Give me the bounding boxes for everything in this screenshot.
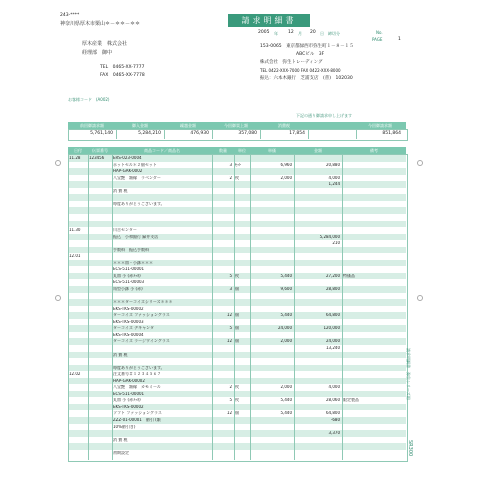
row-40-amount: -680	[330, 418, 340, 422]
invoice-sheet	[56, 8, 418, 474]
row-27-name: EKS-TKS-00004	[113, 332, 144, 337]
row-35-name: 八宝艶 額縁 カモミール	[113, 385, 161, 390]
row-30-name: 消 費 税	[113, 352, 128, 357]
row-3-price: 2,000	[280, 175, 292, 180]
row-1-unit: ｾｯﾄ	[235, 162, 241, 167]
summary-value-1: 5,284,210	[138, 130, 161, 136]
row-18-note: 特価品	[343, 273, 355, 278]
row-37-note: 限定製品	[343, 398, 359, 403]
summary-value-2: 476,930	[190, 130, 209, 136]
row-2-name: HAP-GAK-0002	[113, 169, 143, 174]
date-day-unit: 日	[320, 31, 324, 36]
sender-bank: 振込：六本木銀行 芝浦支店 (普) 102030	[260, 76, 353, 81]
row-41-name: 10%値引き)	[113, 424, 136, 429]
row-24-price: 5,440	[280, 313, 292, 318]
row-35-price: 2,000	[280, 385, 292, 390]
row-12-amount: 5,284,000	[319, 234, 340, 239]
row-28-qty: 12	[226, 339, 232, 344]
row-11-name: 川合センター	[113, 228, 137, 233]
sender-line2: ABCビル 3F	[296, 52, 325, 57]
row-45-name: 初期設定	[113, 450, 129, 455]
row-1-price: 6,960	[280, 162, 292, 167]
row-0-date: 11.28	[69, 156, 81, 160]
row-23-name: EKS-TKS-00002	[113, 306, 144, 311]
row-37-amount: 28,060	[326, 398, 340, 403]
row-28-price: 2,000	[280, 339, 292, 344]
row-39-unit: 個	[235, 411, 239, 416]
column-header-3: 数量	[219, 147, 227, 153]
row-35-qty: 2	[229, 385, 232, 390]
summary-header-1: 御入金額	[132, 122, 148, 128]
date-month: 12	[288, 30, 294, 35]
row-37-name: 丸皿 小 (赤ﾒｯｷ)	[113, 398, 141, 403]
row-0-name: ERS-023-0004	[113, 156, 142, 160]
document-title: 請求明細書	[228, 14, 310, 27]
recipient-dept: 経理部 御中	[82, 50, 113, 56]
row-24-amount: 64,800	[326, 313, 340, 318]
row-39-name: ソフト ファッショングラス	[113, 411, 162, 416]
row-26-name: ターコイズ デキャンタ	[113, 326, 154, 331]
punch-hole-left-top	[55, 160, 61, 166]
row-28-unit: 個	[235, 339, 239, 344]
column-header-1: 伝票番号	[92, 147, 108, 153]
row-15-date: 12.01	[69, 254, 81, 259]
row-14-name: 手数料 振込手数料	[113, 247, 149, 252]
row-26-unit: 個	[235, 326, 239, 331]
row-22-name: ＊＊＊ターコイズシリーズ＊＊＊	[113, 300, 173, 305]
recipient-address: 神奈川県厚木市栗山＊－＊＊－＊＊	[60, 21, 141, 27]
summary-value-4: 17,854	[289, 130, 305, 136]
row-24-qty: 12	[226, 313, 232, 318]
summary-value-3: 357,080	[238, 130, 257, 136]
column-header-5: 単価	[268, 147, 276, 153]
row-4-amount: 1,244	[328, 182, 340, 187]
row-29-amount: 13,240	[326, 345, 340, 350]
page-value: 1	[398, 37, 401, 42]
customer-code: お客様コード (A002)	[68, 97, 110, 102]
summary-header-2: 繰越金額	[180, 122, 196, 128]
recipient-company: 厚木産業 株式会社	[82, 41, 128, 47]
date-year: 2005	[258, 30, 270, 35]
notice-text: 下記の通り御請求申し上げます	[296, 113, 352, 118]
row-34-name: HAP-GAK-00002	[113, 378, 145, 383]
row-13-amount: 210	[332, 241, 340, 246]
summary-value-0: 5,761,140	[90, 130, 113, 136]
row-1-qty: 3	[229, 162, 232, 167]
row-26-qty: 5	[229, 326, 232, 331]
row-17-name: ECS-511-00001	[113, 267, 145, 272]
row-39-qty: 12	[226, 411, 232, 416]
column-header-4: 単位	[238, 147, 246, 153]
date-suffix: 締切分	[328, 31, 340, 36]
row-0-slip: 123456	[89, 156, 105, 160]
row-38-name: EKS-TKS-00002	[113, 404, 144, 409]
side-text: 請求明細書 弥生シリーズ用	[406, 348, 411, 400]
row-20-unit: 個	[235, 287, 239, 291]
row-18-unit: 枚	[235, 273, 239, 278]
row-20-amount: 28,800	[326, 287, 340, 291]
row-35-unit: 枚	[235, 385, 239, 390]
row-3-qty: 2	[229, 175, 232, 180]
footer-code: SR300	[407, 440, 413, 457]
row-40-name: ZZZ-01-00001 値引 (額	[113, 418, 161, 422]
row-20-name: 角型小鉢 小 (赤)	[113, 287, 143, 291]
row-20-qty: 3	[229, 287, 232, 291]
page-no-label: No.	[376, 30, 383, 35]
row-1-name: ポットセル＊２個セット	[113, 162, 157, 167]
page-label: PAGE	[372, 37, 383, 42]
row-24-name: ターコイズ ファッショングラス	[113, 313, 170, 318]
recipient-fax: FAX 0465-XX-7778	[100, 73, 145, 78]
row-33-date: 12.02	[69, 372, 81, 377]
date-month-unit: 月	[298, 31, 302, 36]
row-42-amount: 3,370	[328, 431, 340, 436]
row-28-amount: 24,000	[326, 339, 340, 344]
sender-company: 株式会社 弥生トレーディング	[260, 60, 323, 65]
column-header-7: 備考	[370, 147, 378, 153]
row-18-name: 丸皿 小 (赤ﾒｯｷ)	[113, 273, 141, 278]
row-35-amount: 4,000	[328, 385, 340, 390]
recipient-tel: TEL 0465-XX-7777	[100, 65, 145, 70]
row-32-name: 毎度ありがとうございます。	[113, 365, 165, 370]
column-header-0: 日付	[74, 147, 82, 153]
row-18-amount: 27,200	[326, 273, 340, 278]
punch-hole-left-bottom	[55, 295, 61, 301]
summary-header-6: 今回御請求額	[368, 122, 392, 128]
date-year-unit: 年	[274, 31, 278, 36]
row-7-name: 毎度ありがとうございます。	[113, 201, 165, 206]
row-37-qty: 5	[229, 398, 232, 403]
row-36-name: ECS-511-00001	[113, 391, 145, 396]
punch-hole-right-bottom	[417, 295, 423, 301]
row-37-unit: 枚	[235, 398, 239, 403]
row-5-name: 消 費 税	[113, 188, 128, 193]
sender-tel: TEL 0422-XXX-7000 FAX 0422-XXX-8000	[260, 68, 341, 73]
sender-line1: 153-0065 東京都緑西市弥生町１－８－１５	[260, 44, 354, 49]
row-1-amount: 20,880	[326, 162, 340, 167]
row-24-unit: 個	[235, 313, 239, 318]
row-26-amount: 120,000	[323, 326, 340, 331]
row-11-date: 11.30	[69, 228, 81, 233]
row-43-name: 消 費 税	[113, 437, 128, 442]
row-18-qty: 5	[229, 273, 232, 278]
row-25-name: EKS-TKS-00003	[113, 319, 144, 324]
row-26-price: 24,000	[278, 326, 292, 331]
row-3-amount: 4,000	[328, 175, 340, 180]
row-19-name: ECS-511-00003	[113, 280, 145, 285]
row-39-price: 5,440	[280, 411, 292, 416]
row-12-name: 振込 小和銀行 緑井支店	[113, 234, 159, 239]
summary-value-6: 851,864	[382, 130, 401, 136]
row-28-name: ターコイズ ラージワイングラス	[113, 339, 170, 344]
column-header-6: 金額	[314, 147, 322, 153]
row-39-amount: 64,800	[326, 411, 340, 416]
row-3-unit: 枚	[235, 175, 239, 180]
date-day: 20	[310, 30, 316, 35]
punch-hole-right-top	[417, 160, 423, 166]
row-18-price: 5,440	[280, 273, 292, 278]
summary-header-3: 今回御買上額	[224, 122, 248, 128]
row-37-price: 5,440	[280, 398, 292, 403]
row-33-name: 注文番号＃１２３４５６７	[113, 372, 161, 377]
summary-header-0: 前回御請求額	[80, 122, 104, 128]
column-header-2: 商品コード／商品名	[144, 147, 180, 153]
row-3-name: 八宝艶 額縁 ラベンダー	[113, 175, 161, 180]
summary-header-4: 消費税	[278, 122, 290, 128]
row-16-name: ＊＊＊皿・小鉢＊＊＊	[113, 260, 153, 265]
row-20-price: 9,600	[280, 287, 292, 291]
recipient-postal: 243-****	[60, 13, 80, 18]
summary-divider	[308, 129, 309, 139]
